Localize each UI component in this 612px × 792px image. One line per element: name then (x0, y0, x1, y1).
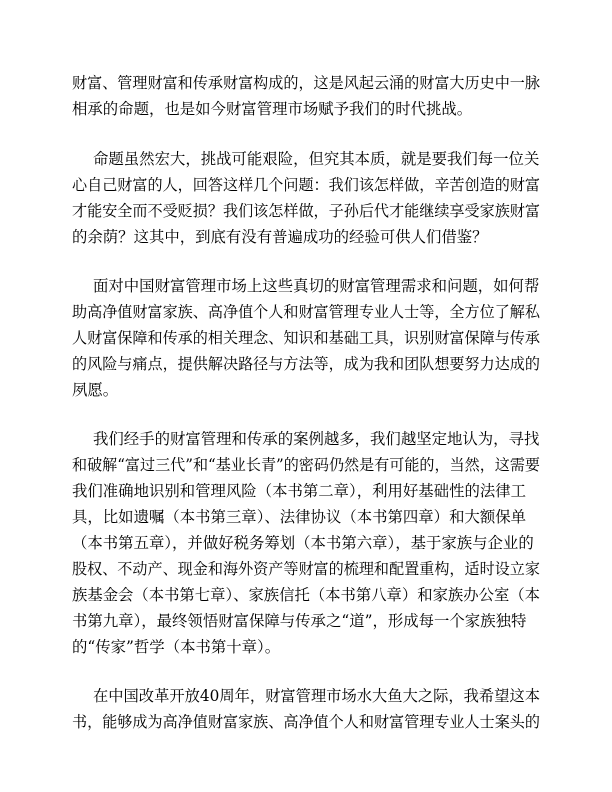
paragraph-4-line-4: 具，比如遗嘱（本书第三章）、法律协议（本书第四章）和大额保单 (72, 508, 527, 526)
paragraph-4-line-5: （本书第五章），并做好税务筹划（本书第六章），基于家族与企业的 (72, 534, 534, 552)
paragraph-1-line-1: 财富、管理财富和传承财富构成的，这是风起云涌的财富大历史中一脉 (72, 74, 541, 92)
paragraph-3-line-1: 面对中国财富管理市场上这些真切的财富管理需求和问题，如何帮 (93, 277, 540, 295)
paragraph-4-line-9: 的“传家”哲学（本书第十章）。 (72, 638, 281, 656)
paragraph-2-line-3: 才能安全而不受贬损？我们该怎样做，子孙后代才能继续享受家族财富 (72, 202, 541, 220)
paragraph-2-line-4: 的余荫？这其中，到底有没有普遍成功的经验可供人们借鉴？ (72, 228, 488, 246)
paragraph-3-line-5: 夙愿。 (72, 381, 119, 399)
paragraph-3-line-2: 助高净值财富家族、高净值个人和财富管理专业人士等，全方位了解私 (72, 303, 541, 321)
paragraph-2-line-1: 命题虽然宏大，挑战可能艰险，但究其本质，就是要我们每一位关 (93, 150, 540, 168)
paragraph-4-line-1: 我们经手的财富管理和传承的案例越多，我们越坚定地认为，寻找 (93, 430, 540, 448)
paragraph-4-line-6: 股权、不动产、现金和海外资产等财富的梳理和配置重构，适时设立家 (72, 560, 541, 578)
paragraph-5-line-2: 书，能够成为高净值财富家族、高净值个人和财富管理专业人士案头的 (72, 713, 541, 731)
paragraph-3-line-3: 人财富保障和传承的相关理念、知识和基础工具，识别财富保障与传承 (72, 329, 541, 347)
paragraph-1-line-2: 相承的命题，也是如今财富管理市场赋予我们的时代挑战。 (72, 100, 473, 118)
paragraph-2-line-2: 心自己财富的人，回答这样几个问题：我们该怎样做，辛苦创造的财富 (72, 176, 541, 194)
paragraph-4-line-3: 我们准确地识别和管理风险（本书第二章），利用好基础性的法律工 (72, 482, 527, 500)
paragraph-3-line-4: 的风险与痛点，提供解决路径与方法等，成为我和团队想要努力达成的 (72, 355, 541, 373)
paragraph-4-line-8: 书第九章），最终领悟财富保障与传承之“道”，形成每一个家族独特 (72, 612, 527, 630)
paragraph-4-line-2: 和破解“富过三代”和“基业长青”的密码仍然是有可能的，当然，这需要 (72, 456, 541, 474)
paragraph-4-line-7: 族基金会（本书第七章）、家族信托（本书第八章）和家族办公室（本 (72, 586, 541, 604)
paragraph-5-line-1: 在中国改革开放40周年，财富管理市场水大鱼大之际，我希望这本 (93, 687, 541, 705)
